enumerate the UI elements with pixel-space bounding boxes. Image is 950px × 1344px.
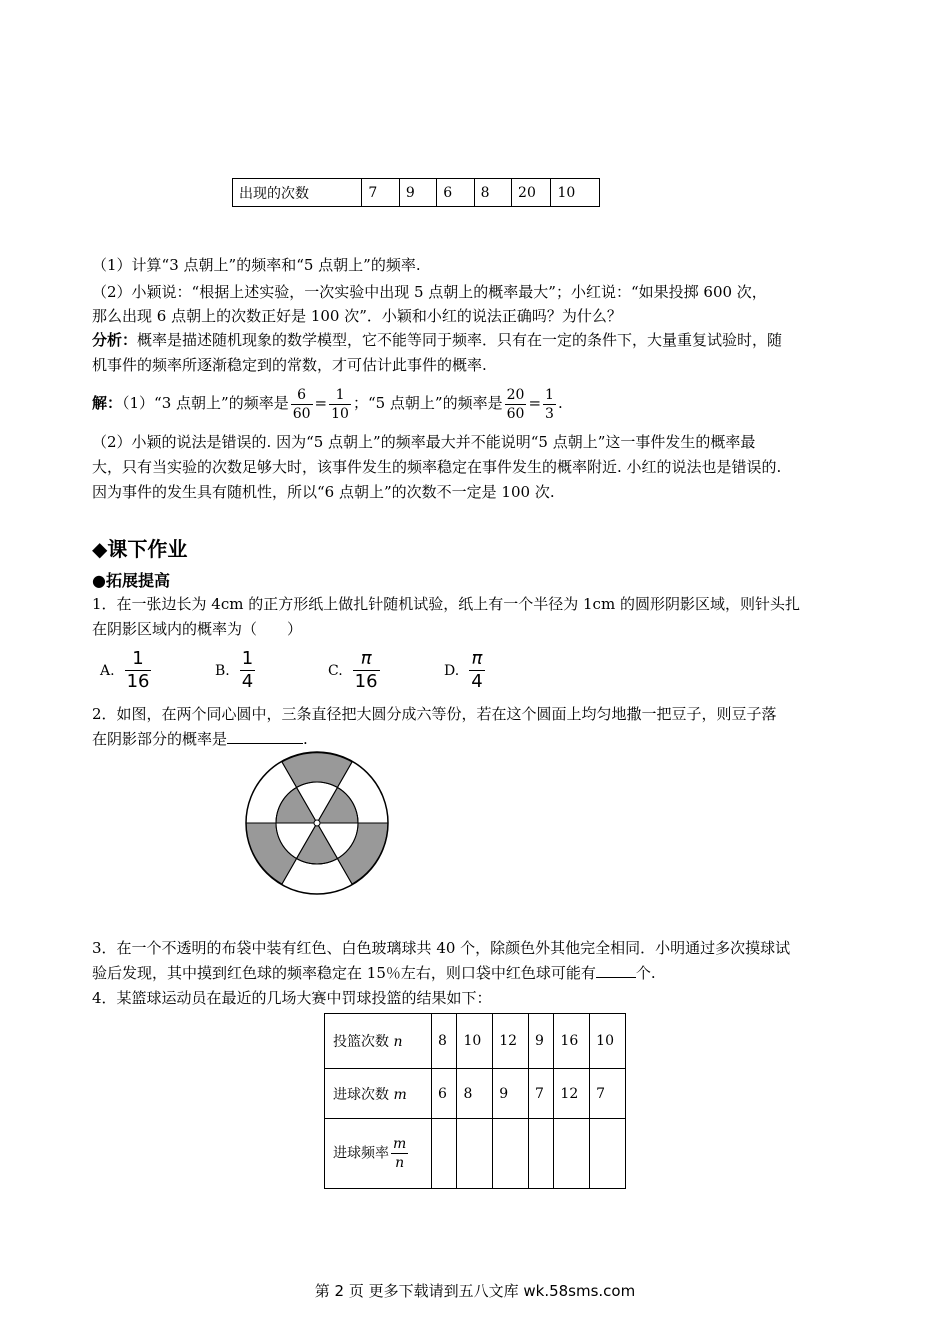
analysis-line2: 机事件的频率所逐渐稳定到的常数，才可估计此事件的概率. [92, 356, 487, 374]
concentric-circles-figure [243, 750, 393, 896]
basketball-table [324, 1013, 626, 1189]
table-cell: 12 [493, 1014, 529, 1069]
problem-2-line1: 2．如图，在两个同心圆中，三条直径把大圆分成六等份，若在这个圆面上均匀地撒一把豆子，则豆子落 [92, 705, 777, 723]
table-cell: 7 [362, 179, 399, 207]
answer-cell[interactable] [590, 1119, 626, 1189]
fraction: $\frac{20}{60}$ [506, 386, 525, 422]
option-fraction: $\frac{\pi}{4}$ [471, 648, 483, 692]
table-cell: 8 [432, 1014, 457, 1069]
table-label: 出现的次数 [233, 179, 362, 207]
analysis-label: 分析： [92, 331, 138, 349]
option-label: C. [328, 662, 343, 679]
problem-2-line2: 在阴影部分的概率是 . [92, 730, 308, 748]
solution-line4: 因为事件的发生具有随机性，所以“6 点朝上”的次数不一定是 100 次. [92, 483, 555, 501]
table-cell: 6 [432, 1069, 457, 1119]
table-cell: 16 [554, 1014, 590, 1069]
solution-text: ；“5 点朝上”的频率是 [352, 394, 503, 412]
table-cell: 9 [399, 179, 436, 207]
fraction: $\frac{6}{60}$ [292, 386, 311, 422]
analysis-line1 [92, 330, 782, 350]
solution-label: 解： [92, 394, 123, 412]
option-fraction: $\frac{\pi}{16}$ [354, 648, 378, 692]
table-cell: 10 [457, 1014, 493, 1069]
option-label: D. [444, 662, 460, 679]
section-title: ◆课下作业 [92, 537, 188, 561]
question-1: （1）计算“3 点朝上”的频率和“5 点朝上”的频率. [92, 256, 421, 274]
page-footer: 第 2 页 更多下载请到五八文库 wk.58sms.com [314, 1282, 636, 1300]
solution-line1: 解：（1）“3 点朝上”的频率是 $\frac{6}{60}$ = $\frac{1}{10}$ ；“5 点朝上”的频率是 $\frac{20}{60}$ = $\frac{1}{3}$ . [92, 386, 563, 422]
answer-blank[interactable] [227, 729, 303, 744]
answer-cell[interactable] [493, 1119, 529, 1189]
fraction: $\frac{1}{10}$ [331, 386, 349, 422]
option-a[interactable] [100, 650, 153, 691]
answer-cell[interactable] [554, 1119, 590, 1189]
table-cell: 12 [554, 1069, 590, 1119]
table-cell: 10 [551, 179, 600, 207]
table-cell: 9 [528, 1014, 553, 1069]
top-frequency-table [232, 178, 600, 207]
question-2-line1: （2）小颖说：“根据上述实验，一次实验中出现 5 点朝上的概率最大”；小红说：“如果投掷 600 次， [92, 283, 767, 301]
option-label: B. [215, 662, 230, 679]
problem-4-line1: 4．某篮球运动员在最近的几场大赛中罚球投篮的结果如下： [92, 989, 492, 1007]
option-b[interactable] [215, 650, 257, 691]
answer-cell[interactable] [457, 1119, 493, 1189]
problem-1-line1: 1．在一张边长为 4cm 的正方形纸上做扎针随机试验，纸上有一个半径为 1cm 的圆形阴影区域，则针头扎 [92, 595, 800, 613]
option-c[interactable] [328, 650, 382, 691]
table-cell: 7 [528, 1069, 553, 1119]
row-header: 进球次数 m [325, 1069, 432, 1119]
table-cell: 10 [590, 1014, 626, 1069]
question-2-line2: 那么出现 6 点朝上的次数正好是 100 次”．小颖和小红的说法正确吗？为什么？ [92, 307, 622, 325]
table-cell: 20 [512, 179, 551, 207]
row-header: 投篮次数 n [325, 1014, 432, 1069]
problem-1-line2: 在阴影区域内的概率为（ ） [92, 620, 303, 638]
fraction: $\frac{m}{n}$ [393, 1136, 407, 1171]
answer-cell[interactable] [528, 1119, 553, 1189]
subsection-title: ●拓展提高 [92, 571, 170, 590]
table-cell: 8 [474, 179, 511, 207]
table-cell: 9 [493, 1069, 529, 1119]
problem-3-line1: 3．在一个不透明的布袋中装有红色、白色玻璃球共 40 个，除颜色外其他完全相同．小明通过多次摸球试 [92, 939, 791, 957]
answer-cell[interactable] [432, 1119, 457, 1189]
table-cell: 8 [457, 1069, 493, 1119]
row-header: 进球频率 $\frac{m}{n}$ [325, 1119, 432, 1189]
table-cell: 6 [437, 179, 474, 207]
option-fraction: $\frac{1}{16}$ [126, 648, 150, 692]
option-fraction: $\frac{1}{4}$ [241, 648, 254, 692]
problem-3-line2: 验后发现，其中摸到红色球的频率稳定在 15％左右，则口袋中红色球可能有 个. [92, 964, 656, 982]
solution-line2: （2）小颖的说法是错误的. 因为“5 点朝上”的频率最大并不能说明“5 点朝上”这一事件发生的概率最 [92, 433, 756, 451]
answer-blank[interactable] [596, 963, 636, 978]
option-d[interactable] [444, 650, 487, 691]
table-cell: 7 [590, 1069, 626, 1119]
option-label: A. [100, 662, 115, 679]
solution-text: （1）“3 点朝上”的频率是 [122, 394, 289, 412]
solution-line3: 大，只有当实验的次数足够大时，该事件发生的频率稳定在事件发生的概率附近. 小红的说法也是错误的. [92, 458, 782, 476]
analysis-text: 概率是描述随机现象的数学模型，它不能等同于频率．只有在一定的条件下，大量重复试验时，随 [137, 331, 783, 349]
fraction: $\frac{1}{3}$ [545, 386, 554, 422]
